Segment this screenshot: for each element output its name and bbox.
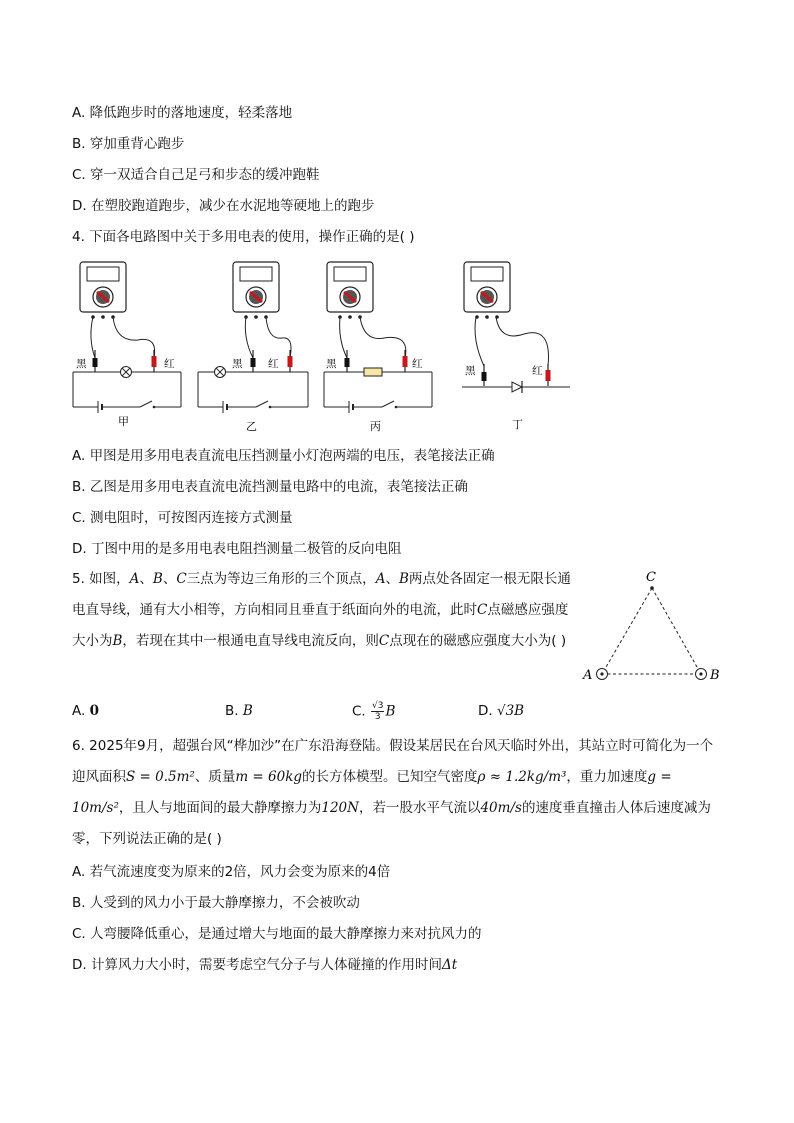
circuit-jia xyxy=(73,262,181,428)
svg-text:红: 红 xyxy=(164,358,175,370)
q5-stem: 5. 如图，A、B、C三点为等边三角形的三个顶点，A、B两点处各固定一根无限长通电直导线，通有大小相等，方向相同且垂直于纸面向外的电流，此时C点磁感应强度大小为B，若现在其中一根通电直导线电流反向，则C点现在的磁感应强度大小为( ) xyxy=(72,571,571,649)
svg-text:丙: 丙 xyxy=(370,420,381,433)
q3-option-a: A. 降低跑步时的落地速度，轻柔落地 xyxy=(72,105,293,121)
svg-text:甲: 甲 xyxy=(118,415,129,428)
svg-text:红: 红 xyxy=(532,365,543,377)
q4-option-b: B. 乙图是用多用电表直流电流挡测量电路中的电流，表笔接法正确 xyxy=(72,479,468,495)
q3-option-b: B. 穿加重背心跑步 xyxy=(72,136,185,152)
q4-stem: 4. 下面各电路图中关于多用电表的使用，操作正确的是( ) xyxy=(72,229,415,245)
q6-stem: 6. 2025年9月，超强台风“桦加沙”在广东沿海登陆。假设某居民在台风天临时外出，其站立时可简化为一个迎风面积S = 0.5m²、质量m = 60kg的长方体模型。已知空气密度ρ ≈ 1.2kg/m³，重力加速度g = 10m/s²，且人与地面间的最大静摩擦力为120N，若一股水平气流以40m/s的速度垂直撞击人体后速度减为零，下列说法正确的是( ) xyxy=(72,738,714,847)
svg-text:B: B xyxy=(710,668,720,683)
q5-option-c: C. $\frac{√3}{3}$ B xyxy=(352,701,396,722)
svg-text:黑: 黑 xyxy=(465,365,476,377)
q5-triangle-figure xyxy=(578,568,738,688)
q6-option-a: A. 若气流速度变为原来的2倍，风力会变为原来的4倍 xyxy=(72,864,391,880)
q5-option-b: B. B xyxy=(225,703,253,719)
q4-option-d: D. 丁图中用的是多用电表电阻挡测量二极管的反向电阻 xyxy=(72,541,402,557)
svg-text:乙: 乙 xyxy=(246,420,257,433)
svg-text:丁: 丁 xyxy=(512,418,523,431)
svg-text:C: C xyxy=(646,570,656,585)
svg-text:A: A xyxy=(583,668,593,683)
q5-option-d: D. √3B xyxy=(478,703,525,719)
svg-text:黑: 黑 xyxy=(232,358,243,370)
q6-option-c: C. 人弯腰降低重心，是通过增大与地面的最大静摩擦力来对抗风力的 xyxy=(72,926,482,942)
q4-option-a: A. 甲图是用多用电表直流电压挡测量小灯泡两端的电压，表笔接法正确 xyxy=(72,448,495,464)
circuit-ding xyxy=(462,262,570,431)
q3-option-c: C. 穿一双适合自己足弓和步态的缓冲跑鞋 xyxy=(72,167,320,183)
q6-option-d: D. 计算风力大小时，需要考虑空气分子与人体碰撞的作用时间Δt xyxy=(72,957,458,973)
svg-text:黑: 黑 xyxy=(326,358,337,370)
circuit-yi xyxy=(198,262,308,433)
circuit-bing xyxy=(324,262,432,433)
svg-text:黑: 黑 xyxy=(76,358,87,370)
q6-option-b: B. 人受到的风力小于最大静摩擦力，不会被吹动 xyxy=(72,895,360,911)
q3-option-d: D. 在塑胶跑道跑步，减少在水泥地等硬地上的跑步 xyxy=(72,198,375,214)
q5-option-a: A. 0 xyxy=(72,703,99,719)
q4-circuit-figure xyxy=(68,258,588,438)
svg-text:红: 红 xyxy=(268,358,279,370)
q4-option-c: C. 测电阻时，可按图丙连接方式测量 xyxy=(72,510,293,526)
svg-text:红: 红 xyxy=(412,358,423,370)
